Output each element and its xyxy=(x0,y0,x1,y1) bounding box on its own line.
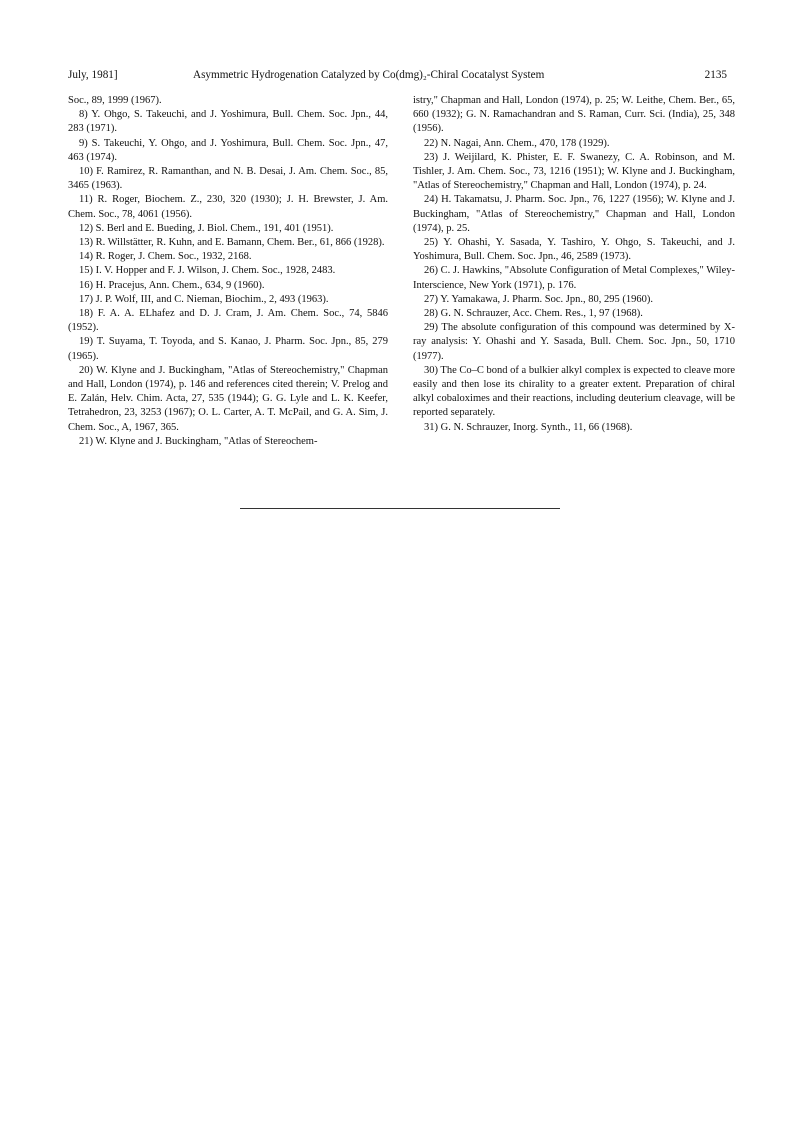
end-rule xyxy=(240,508,560,509)
reference-25: 25) Y. Ohashi, Y. Sasada, Y. Tashiro, Y. Ohgo, S. Takeuchi, and J. Yoshimura, Bull. Chem. Soc. Jpn., 46, 2589 (1973). xyxy=(413,237,735,263)
reference-26: 26) C. J. Hawkins, "Absolute Configuration of Metal Complexes," Wiley-Interscience, New York (1971), p. 176. xyxy=(413,265,735,291)
header-date: July, 1981] xyxy=(68,69,118,81)
reference-27: 27) Y. Yamakawa, J. Pharm. Soc. Jpn., 80, 295 (1960). xyxy=(424,293,653,305)
reference-28: 28) G. N. Schrauzer, Acc. Chem. Res., 1, 97 (1968). xyxy=(424,308,643,320)
running-header xyxy=(68,69,727,85)
reference-17: 17) J. P. Wolf, III, and C. Nieman, Biochim., 2, 493 (1963). xyxy=(79,293,329,305)
reference-18: 18) F. A. A. ELhafez and D. J. Cram, J. Am. Chem. Soc., 74, 5846 (1952). xyxy=(68,308,388,334)
reference-10: 10) F. Ramirez, R. Ramanthan, and N. B. Desai, J. Am. Chem. Soc., 85, 3465 (1963). xyxy=(68,166,388,192)
reference-16: 16) H. Pracejus, Ann. Chem., 634, 9 (1960). xyxy=(79,279,265,291)
header-title: Asymmetric Hydrogenation Catalyzed by Co(dmg)₂-Chiral Cocatalyst System xyxy=(193,69,545,81)
page-number: 2135 xyxy=(704,69,727,81)
reference-30: 30) The Co–C bond of a bulkier alkyl complex is expected to cleave more easily and then lose its chirality to a greater extent. Preparation of chiral alkyl cobaloximes and their reactions, including deuterium cleavage, will be reported separately. xyxy=(413,364,735,419)
reference-24: 24) H. Takamatsu, J. Pharm. Soc. Jpn., 76, 1227 (1956); W. Klyne and J. Buckingham, "Atlas of Stereochemistry," Chapman and Hall, London (1974), p. 25. xyxy=(413,194,735,234)
reference-7-continued: Soc., 89, 1999 (1967). xyxy=(68,95,162,106)
reference-23: 23) J. Weijilard, K. Phister, E. F. Swanezy, C. A. Robinson, and M. Tishler, J. Am. Chem. Soc., 73, 1216 (1951); W. Klyne and J. Buckingham, "Atlas of Stereochemistry," Chapman and Hall, London (1974), p. 24. xyxy=(413,151,735,192)
reference-11: 11) R. Roger, Biochem. Z., 230, 320 (1930); J. H. Brewster, J. Am. Chem. Soc., 78, 4061 (1956). xyxy=(68,194,388,220)
reference-22: 22) N. Nagai, Ann. Chem., 470, 178 (1929). xyxy=(424,137,610,149)
reference-8: 8) Y. Ohgo, S. Takeuchi, and J. Yoshimura, Bull. Chem. Soc. Jpn., 44, 283 (1971). xyxy=(68,109,388,135)
reference-31: 31) G. N. Schrauzer, Inorg. Synth., 11, 66 (1968). xyxy=(424,421,633,433)
references-left-column xyxy=(68,94,388,449)
reference-21-continued: istry," Chapman and Hall, London (1974), p. 25; W. Leithe, Chem. Ber., 65, 660 (1932); G. N. Ramachandran and S. Raman, Curr. Sci. (India), 25, 348 (1956). xyxy=(413,95,735,135)
reference-21: 21) W. Klyne and J. Buckingham, "Atlas of Stereochem- xyxy=(79,435,318,447)
reference-9: 9) S. Takeuchi, Y. Ohgo, and J. Yoshimura, Bull. Chem. Soc. Jpn., 47, 463 (1974). xyxy=(68,137,388,163)
reference-15: 15) I. V. Hopper and F. J. Wilson, J. Chem. Soc., 1928, 2483. xyxy=(79,265,336,277)
reference-14: 14) R. Roger, J. Chem. Soc., 1932, 2168. xyxy=(79,251,252,263)
reference-12: 12) S. Berl and E. Bueding, J. Biol. Chem., 191, 401 (1951). xyxy=(79,222,334,234)
reference-29: 29) The absolute configuration of this compound was determined by X-ray analysis: Y. Ohashi and Y. Sasada, Bull. Chem. Soc. Jpn., 50, 1710 (1977). xyxy=(413,322,735,362)
references-right-column xyxy=(413,94,735,435)
reference-19: 19) T. Suyama, T. Toyoda, and S. Kanao, J. Pharm. Soc. Jpn., 85, 279 (1965). xyxy=(68,336,388,362)
reference-20: 20) W. Klyne and J. Buckingham, "Atlas of Stereochemistry," Chapman and Hall, London (1974), p. 146 and references cited therein; V. Prelog and E. Zalán, Helv. Chim. Acta, 27, 535 (1944); G. G. Lyle and L. K. Keefer, Tetrahedron, 23, 3253 (1967); O. L. Carter, A. T. McPail, and G. A. Sim, J. Chem. Soc., A, 1967, 365. xyxy=(68,364,388,433)
reference-13: 13) R. Willstätter, R. Kuhn, and E. Bamann, Chem. Ber., 61, 866 (1928). xyxy=(79,237,385,249)
